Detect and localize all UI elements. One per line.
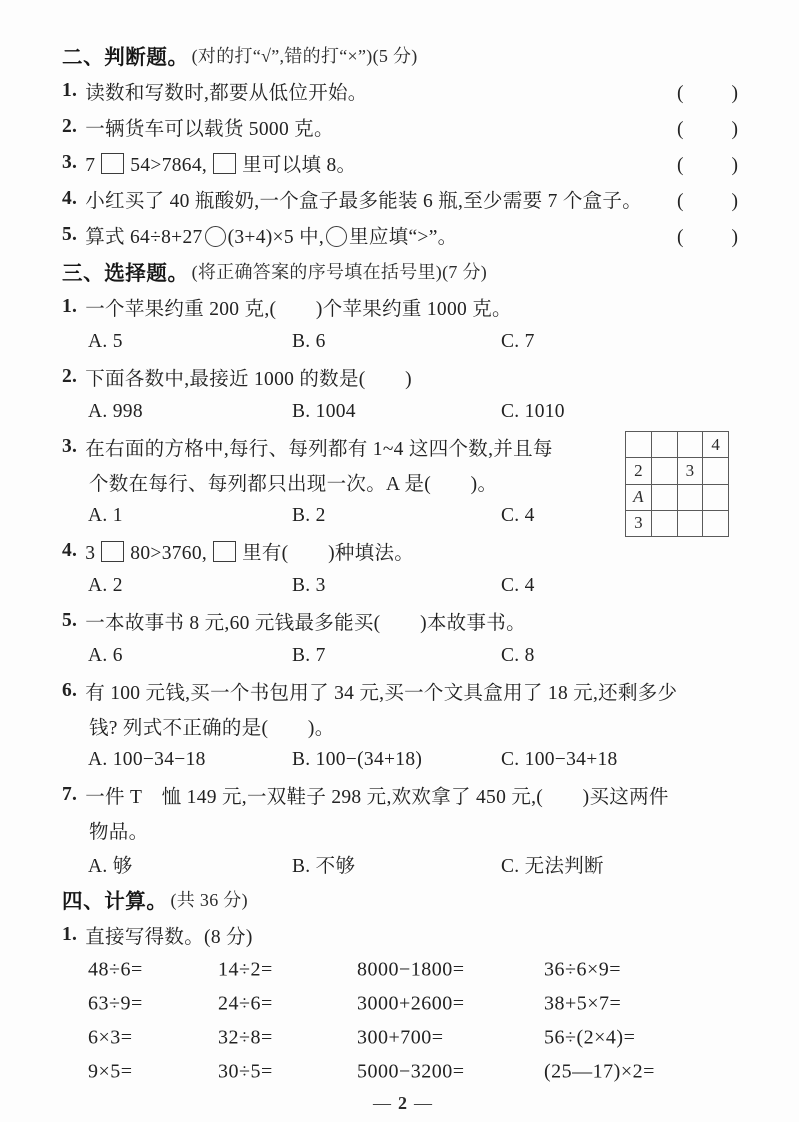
question-line — [62, 359, 743, 395]
equation: 9×5= — [88, 1060, 133, 1083]
footer-dash-left: — — [373, 1092, 391, 1113]
text-run: 7 — [85, 155, 96, 176]
section-heading-title: 四、计算。 — [62, 890, 168, 913]
text-run: 里有( )种填法。 — [242, 543, 415, 564]
question-text — [89, 468, 497, 496]
subsection-text: 直接写得数。(8 分) — [85, 927, 253, 948]
item-text — [85, 77, 367, 105]
fill-circle-icon — [205, 226, 226, 247]
text-run: 80>3760, — [130, 543, 208, 564]
equation: 56÷(2×4)= — [544, 1026, 636, 1049]
item-number: 4. — [62, 188, 78, 209]
answer-bracket: ( ) — [677, 227, 741, 248]
options-row — [62, 395, 743, 429]
question-text — [85, 537, 414, 565]
grid-cell: 3 — [626, 511, 652, 537]
answer-bracket: ( ) — [677, 119, 741, 140]
question-number: 2. — [62, 366, 78, 387]
option-c: C. 1010 — [501, 401, 565, 422]
grid-cell — [703, 458, 729, 484]
fill-box-icon — [101, 541, 124, 562]
question-number: 6. — [62, 680, 78, 701]
item-text — [85, 113, 334, 141]
question-text — [89, 712, 335, 740]
option-a: A. 100−34−18 — [88, 749, 206, 770]
option-a: A. 998 — [88, 401, 143, 422]
option-a: A. 6 — [88, 645, 123, 666]
equation-row — [62, 987, 743, 1021]
grid-cell — [703, 485, 729, 511]
section-heading — [62, 37, 743, 73]
fill-box-icon — [213, 153, 236, 174]
option-c: C. 8 — [501, 645, 535, 666]
subsection-title — [62, 917, 743, 953]
option-a: A. 5 — [88, 331, 123, 352]
section-heading — [62, 253, 743, 289]
grid-cell — [652, 458, 678, 484]
option-c: C. 4 — [501, 505, 535, 526]
equation-row — [62, 1021, 743, 1055]
question-number: 5. — [62, 610, 78, 631]
judgment-item — [62, 73, 743, 109]
fill-box-icon — [101, 153, 124, 174]
grid-cell — [652, 485, 678, 511]
answer-bracket: ( ) — [677, 191, 741, 212]
grid-cell — [678, 432, 704, 458]
text-run: 里应填“>”。 — [349, 227, 458, 248]
equation-row — [62, 1055, 743, 1089]
equation: 14÷2= — [218, 958, 273, 981]
choice-question — [62, 777, 743, 881]
fill-circle-icon — [326, 226, 347, 247]
section-heading-title: 二、判断题。 — [62, 46, 189, 69]
choice-question — [62, 673, 743, 777]
text-run: 小红买了 40 瓶酸奶,一个盒子最多能装 6 瓶,至少需要 7 个盒子。 — [85, 191, 643, 212]
equation: (25—17)×2= — [544, 1060, 655, 1083]
choice-question — [62, 359, 743, 429]
question-line — [62, 289, 743, 325]
equation: 30÷5= — [218, 1060, 273, 1083]
grid-cell — [652, 432, 678, 458]
question-text — [89, 816, 148, 844]
option-c: C. 100−34+18 — [501, 749, 618, 770]
text-run: 在右面的方格中,每行、每列都有 1~4 这四个数,并且每 — [85, 439, 553, 460]
question-text — [85, 781, 668, 809]
choice-question — [62, 533, 743, 603]
grid-cell: 3 — [678, 458, 704, 484]
subsection-number: 1. — [62, 924, 78, 945]
options-row — [62, 847, 743, 881]
option-b: B. 6 — [292, 331, 326, 352]
choice-question — [62, 429, 743, 533]
grid-cell: 4 — [703, 432, 729, 458]
grid-cell — [626, 432, 652, 458]
option-a: A. 2 — [88, 575, 123, 596]
text-run: 3 — [85, 543, 96, 564]
options-row — [62, 639, 743, 673]
page-footer — [62, 1089, 743, 1117]
question-number: 4. — [62, 540, 78, 561]
question-text — [85, 293, 512, 321]
text-run: 有 100 元钱,买一个书包用了 34 元,买一个文具盒用了 18 元,还剩多少 — [85, 683, 678, 704]
question-number: 7. — [62, 784, 78, 805]
section-heading-note: (对的打“√”,错的打“×”)(5 分) — [191, 46, 418, 66]
text-run: 物品。 — [89, 822, 149, 843]
equation: 24÷6= — [218, 992, 273, 1015]
option-b: B. 7 — [292, 645, 326, 666]
equation: 3000+2600= — [357, 992, 465, 1015]
text-run: 一辆货车可以载货 5000 克。 — [85, 119, 334, 140]
text-run: 下面各数中,最接近 1000 的数是( ) — [85, 369, 412, 390]
text-run: (3+4)×5 中, — [227, 227, 325, 248]
option-b: B. 不够 — [292, 856, 356, 877]
option-b: B. 3 — [292, 575, 326, 596]
judgment-item — [62, 109, 743, 145]
equation: 63÷9= — [88, 992, 143, 1015]
options-row — [62, 325, 743, 359]
item-text — [85, 221, 457, 249]
text-run: 个数在每行、每列都只出现一次。A 是( )。 — [89, 474, 498, 495]
item-number: 5. — [62, 224, 78, 245]
question-text — [85, 607, 526, 635]
question-number: 1. — [62, 296, 78, 317]
question-text — [85, 677, 677, 705]
item-number: 2. — [62, 116, 78, 137]
question-line — [62, 533, 743, 569]
choice-question — [62, 289, 743, 359]
footer-dash-right: — — [414, 1092, 432, 1113]
question-line — [62, 673, 743, 709]
section-calculation — [62, 881, 743, 1089]
question-continuation — [62, 709, 743, 743]
grid-cell: A — [626, 485, 652, 511]
text-run: 读数和写数时,都要从低位开始。 — [85, 83, 368, 104]
equation: 5000−3200= — [357, 1060, 465, 1083]
equation: 48÷6= — [88, 958, 143, 981]
item-text — [85, 149, 356, 177]
question-line — [62, 603, 743, 639]
equation: 8000−1800= — [357, 958, 465, 981]
equation: 38+5×7= — [544, 992, 622, 1015]
option-a: A. 够 — [88, 856, 133, 877]
section-judgment — [62, 37, 743, 253]
grid-cell: 2 — [626, 458, 652, 484]
judgment-item — [62, 217, 743, 253]
option-b: B. 100−(34+18) — [292, 749, 423, 770]
text-run: 一本故事书 8 元,60 元钱最多能买( )本故事书。 — [85, 613, 526, 634]
judgment-item — [62, 145, 743, 181]
number-puzzle-grid — [625, 431, 729, 537]
section-heading — [62, 881, 743, 917]
answer-bracket: ( ) — [677, 83, 741, 104]
question-line — [62, 777, 743, 813]
choice-question — [62, 603, 743, 673]
grid-cell — [678, 485, 704, 511]
judgment-item — [62, 181, 743, 217]
option-b: B. 2 — [292, 505, 326, 526]
section-heading-note: (共 36 分) — [170, 890, 248, 910]
page-number: 2 — [398, 1092, 407, 1113]
text-run: 钱? 列式不正确的是( )。 — [89, 718, 335, 739]
text-run: 54>7864, — [130, 155, 208, 176]
options-row — [62, 743, 743, 777]
item-text — [85, 185, 642, 213]
options-row — [62, 569, 743, 603]
section-choice — [62, 253, 743, 881]
answer-bracket: ( ) — [677, 155, 741, 176]
question-number: 3. — [62, 436, 78, 457]
document-body — [62, 37, 743, 1089]
item-number: 1. — [62, 80, 78, 101]
option-c: C. 7 — [501, 331, 535, 352]
text-run: 一件 T 恤 149 元,一双鞋子 298 元,欢欢拿了 450 元,( )买这两件 — [85, 787, 669, 808]
section-heading-note: (将正确答案的序号填在括号里)(7 分) — [191, 262, 488, 282]
question-continuation — [62, 813, 743, 847]
question-text — [85, 433, 552, 461]
equation: 300+700= — [357, 1026, 444, 1049]
text-run: 一个苹果约重 200 克,( )个苹果约重 1000 克。 — [85, 299, 512, 320]
option-c: C. 4 — [501, 575, 535, 596]
option-a: A. 1 — [88, 505, 123, 526]
option-c: C. 无法判断 — [501, 856, 604, 877]
equation: 32÷8= — [218, 1026, 273, 1049]
question-text — [85, 363, 412, 391]
text-run: 算式 64÷8+27 — [85, 227, 203, 248]
equation: 36÷6×9= — [544, 958, 622, 981]
text-run: 里可以填 8。 — [242, 155, 357, 176]
equation-row — [62, 953, 743, 987]
item-number: 3. — [62, 152, 78, 173]
section-heading-title: 三、选择题。 — [62, 262, 189, 285]
fill-box-icon — [213, 541, 236, 562]
equation: 6×3= — [88, 1026, 133, 1049]
option-b: B. 1004 — [292, 401, 356, 422]
